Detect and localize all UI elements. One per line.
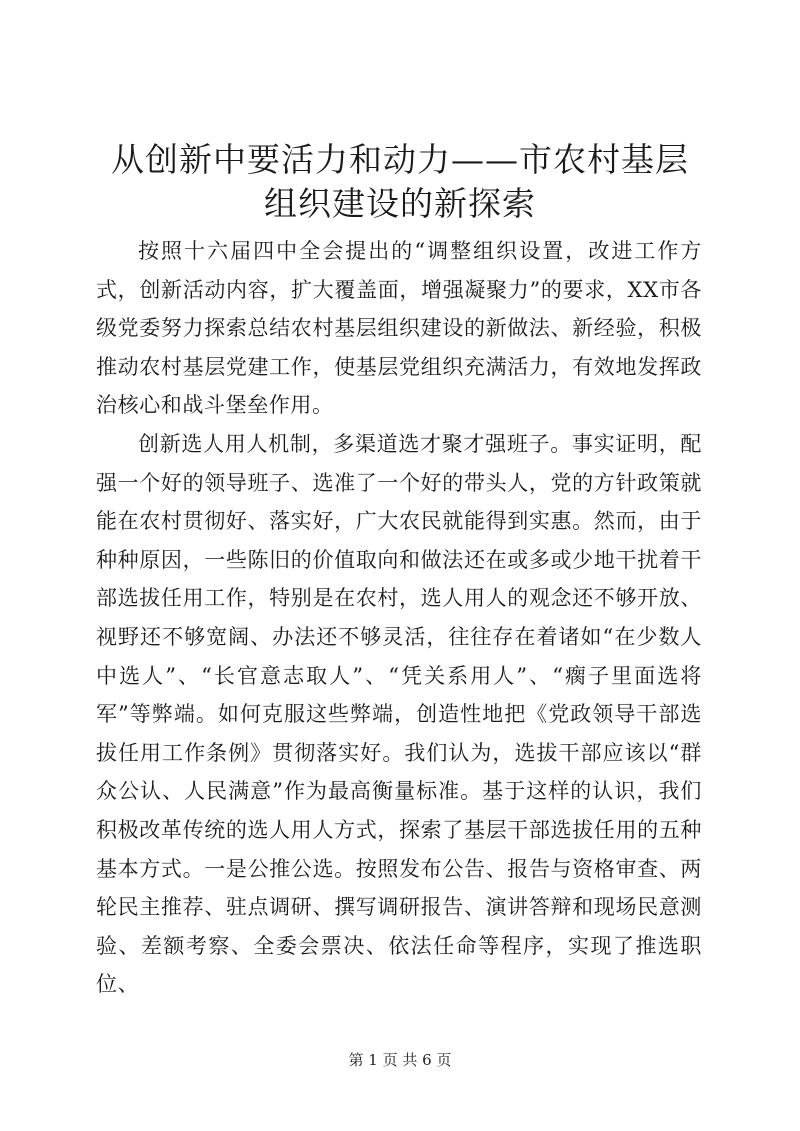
paragraph-selection-mechanism: 创新选人用人机制，多渠道选才聚才强班子。事实证明，配强一个好的领导班子、选准了一个好的带头人，党的方针政策就能在农村贯彻好、落实好，广大农民就能得到实惠。然而，由于种种原因，一些陈旧的价值取向和做法还在或多或少地干扰着干部选拔任用工作，特别是在农村，选人用人的观念还不够开放、视野还不够宽阔、办法还不够灵活，往往存在着诸如“在少数人中选人”、“长官意志取人”、“凭关系用人”、“瘸子里面选将军”等弊端。如何克服这些弊端，创造性地把《党政领导干部选拔任用工作条例》贯彻落实好。我们认为，选拔干部应该以“群众公认、人民满意”作为最高衡量标准。基于这样的认识，我们积极改革传统的选人用人方式，探索了基层干部选拔任用的五种基本方式。一是公推公选。按照发布公告、报告与资格审查、两轮民主推荐、驻点调研、撰写调研报告、演讲答辩和现场民意测验、差额考察、全委会票决、依法任命等程序，实现了推选职位、 <box>96 431 702 997</box>
document-body <box>96 232 702 1004</box>
paragraph-intro: 按照十六届四中全会提出的“调整组织设置，改进工作方式，创新活动内容，扩大覆盖面，增强凝聚力”的要求，XX市各级党委努力探索总结农村基层组织建设的新做法、新经验，积极推动农村基层党建工作，使基层党组织充满活力，有效地发挥政治核心和战斗堡垒作用。 <box>96 239 702 418</box>
document-title: 从创新中要活力和动力——市农村基层组织建设的新探索 <box>111 140 689 223</box>
page-number-footer: 第 1 页 共 6 页 <box>348 1051 452 1069</box>
